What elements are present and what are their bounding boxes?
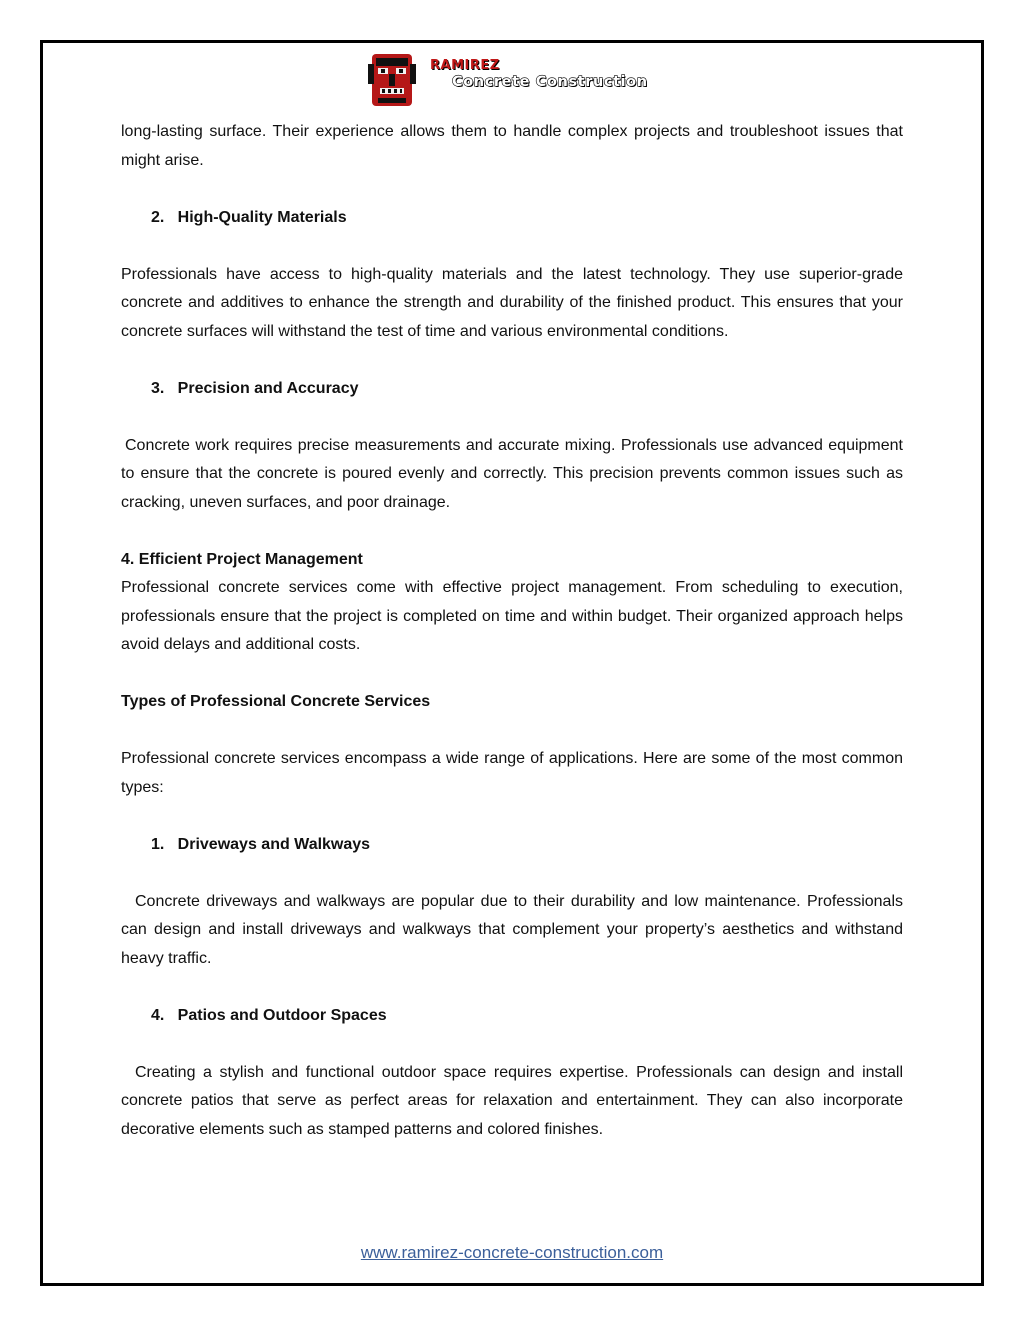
company-logo bbox=[368, 52, 668, 110]
paragraph-types-of-services: Professional concrete services encompass a wide range of applications. Here are some of the most common types: bbox=[121, 750, 903, 796]
logo-line-2: Concrete Construction bbox=[452, 74, 648, 90]
paragraph-precision-accuracy: Concrete work requires precise measurements and accurate mixing. Professionals use advanced equipment to ensure that the concrete is poured evenly and correctly. This precision prevents common issues such as cracking, uneven surfaces, and poor drainage. bbox=[121, 436, 903, 511]
heading-types-of-services: Types of Professional Concrete Services bbox=[121, 693, 431, 710]
mask-emblem-icon bbox=[368, 52, 416, 108]
document-body bbox=[121, 118, 903, 1144]
heading-project-management: 4. Efficient Project Management bbox=[121, 550, 363, 568]
paragraph-patios-outdoor: Creating a stylish and functional outdoor space requires expertise. Professionals can design and install concrete patios that serve as perfect areas for relaxation and entertainment. They can also incorporate decorative elements such as stamped patterns and colored finishes. bbox=[121, 1063, 903, 1138]
heading-precision-accuracy: 3. Precision and Accuracy bbox=[151, 379, 359, 397]
heading-high-quality-materials: 2. High-Quality Materials bbox=[151, 208, 347, 226]
footer bbox=[0, 1243, 1024, 1263]
logo-line-1: RAMIREZ bbox=[430, 58, 500, 73]
intro-paragraph: long-lasting surface. Their experience allows them to handle complex projects and troubleshoot issues that might arise. bbox=[121, 123, 903, 169]
website-link[interactable]: www.ramirez-concrete-construction.com bbox=[360, 1243, 664, 1262]
paragraph-project-management: Professional concrete services come with effective project management. From scheduling to execution, professionals ensure that the project is completed on time and within budget. Their organized approach helps avoid delays and additional costs. bbox=[121, 579, 903, 653]
heading-driveways-walkways: 1. Driveways and Walkways bbox=[151, 835, 371, 853]
paragraph-driveways-walkways: Concrete driveways and walkways are popular due to their durability and low maintenance. Professionals can design and install driveways and walkways that complement your property’s aesthetics and withstand heavy traffic. bbox=[121, 892, 903, 967]
heading-patios-outdoor: 4. Patios and Outdoor Spaces bbox=[151, 1006, 387, 1024]
paragraph-high-quality-materials: Professionals have access to high-quality materials and the latest technology. They use superior-grade concrete and additives to enhance the strength and durability of the finished product. This ensures that your concrete surfaces will withstand the test of time and various environmental conditions. bbox=[121, 265, 903, 340]
